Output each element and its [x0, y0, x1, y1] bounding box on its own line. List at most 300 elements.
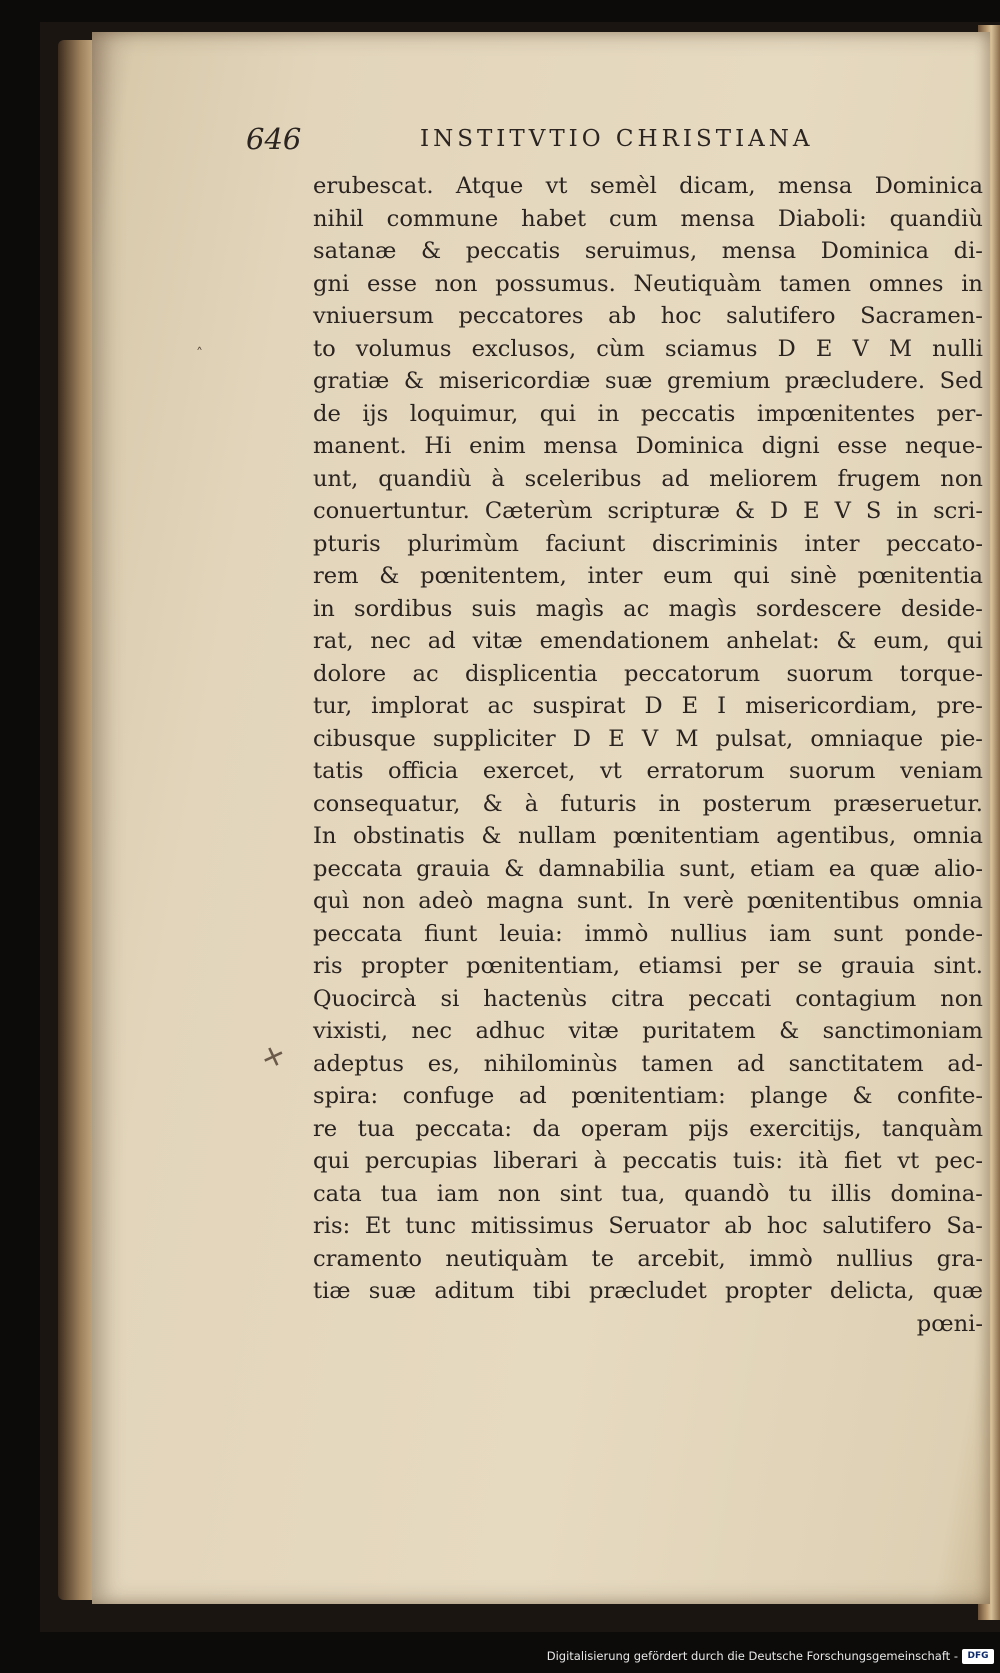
word: neque-: [904, 433, 983, 459]
margin-annotation-mark: ✕: [257, 1040, 289, 1076]
word: gra-: [936, 1245, 983, 1272]
word: illis: [831, 1180, 872, 1207]
word: sunt: [833, 920, 883, 947]
word: ac: [487, 693, 514, 719]
word: semèl: [589, 173, 657, 199]
text-line: [313, 1178, 983, 1211]
word: &: [734, 498, 756, 524]
word: pœnitentiam,: [466, 953, 621, 979]
word: sunt,: [679, 855, 737, 882]
text-line: [313, 235, 983, 268]
word: in: [961, 270, 983, 297]
word: contagium: [795, 985, 917, 1012]
word: &: [504, 855, 525, 882]
word: V: [834, 498, 851, 524]
word: à: [524, 790, 539, 817]
word: ità: [798, 1148, 829, 1174]
word: exercitijs,: [749, 1115, 862, 1142]
word: mensa: [543, 433, 618, 459]
word: dolore: [313, 660, 387, 687]
word: nihilominùs: [483, 1050, 618, 1077]
word: magìs: [535, 595, 604, 622]
word: tanquàm: [881, 1115, 983, 1142]
word: consequatur,: [313, 790, 461, 817]
word: S: [865, 498, 882, 524]
word: quandiù: [378, 465, 472, 492]
word: digni: [761, 433, 820, 459]
word: tamen: [779, 270, 852, 297]
word: in: [313, 595, 335, 622]
word: confuge: [402, 1083, 495, 1109]
word: Dominica: [635, 433, 744, 459]
word: pœnitentibus: [747, 888, 900, 914]
word: præcludere.: [784, 368, 926, 394]
word: immò: [584, 920, 649, 947]
text-line: [313, 398, 983, 431]
word: aditum: [434, 1278, 515, 1304]
word: re: [313, 1115, 338, 1142]
word: agentibus,: [776, 823, 897, 849]
word: &: [421, 238, 442, 264]
word: quandiù: [889, 205, 983, 232]
word: salutifero: [726, 303, 836, 329]
word: qui: [313, 1148, 350, 1174]
word: &: [379, 563, 400, 589]
word: misericordiæ: [438, 368, 591, 394]
word: ris: [313, 953, 343, 979]
word: D: [572, 725, 591, 752]
word: &: [779, 1018, 800, 1044]
word: ijs: [362, 400, 389, 427]
word: nulli: [932, 335, 983, 362]
word: ad-: [947, 1050, 983, 1077]
word: meliorem: [709, 465, 818, 492]
word: tamen: [641, 1050, 714, 1077]
word: nullam: [518, 823, 597, 849]
word: præseruetur.: [833, 790, 983, 817]
word: puritatem: [642, 1018, 756, 1044]
text-line: [313, 1080, 983, 1113]
word: tunc: [405, 1213, 457, 1239]
word: damnabilia: [538, 855, 666, 882]
word: torque-: [899, 660, 983, 687]
word: ab: [724, 1213, 753, 1239]
word: gratiæ: [313, 368, 390, 394]
word: sordescere: [755, 595, 882, 622]
word: ad: [736, 1050, 765, 1077]
word: hoc: [766, 1213, 808, 1239]
text-line: [313, 495, 983, 528]
word: M: [675, 725, 699, 752]
word: da: [532, 1115, 561, 1142]
word: mensa: [721, 238, 797, 264]
word: cibusque: [313, 725, 416, 752]
word: discriminis: [651, 530, 778, 557]
word: tiæ: [313, 1278, 351, 1304]
word: inter: [587, 563, 643, 589]
word: peccatores: [458, 303, 584, 329]
word: plurimùm: [407, 530, 519, 557]
word: E: [815, 335, 833, 362]
word: arcebit,: [637, 1245, 726, 1272]
word: operam: [580, 1115, 669, 1142]
word: in: [896, 498, 919, 524]
word: Quocircà: [313, 985, 417, 1012]
word: V: [641, 725, 659, 752]
text-line: [313, 268, 983, 301]
word: misericordiam,: [745, 693, 918, 719]
word: vt: [600, 758, 622, 784]
word: pie-: [940, 725, 983, 752]
word: tibi: [532, 1278, 571, 1304]
word: Sacramen-: [860, 303, 983, 329]
digitization-footer: [0, 1637, 1000, 1673]
word: displicentia: [465, 660, 598, 687]
word: deside-: [900, 595, 983, 622]
word: E: [608, 725, 625, 752]
word: impœnitentes: [756, 400, 916, 427]
word: volumus: [355, 335, 452, 362]
text-line: [313, 1275, 983, 1308]
word: non: [497, 1180, 541, 1207]
word: officia: [388, 758, 459, 784]
word: unt,: [313, 465, 359, 492]
word: sciamus: [665, 335, 758, 362]
word: magìs: [668, 595, 737, 622]
word: vniuersum: [313, 303, 434, 329]
word: ponde-: [904, 920, 983, 947]
word: habet: [521, 205, 587, 232]
word: sordibus: [354, 595, 453, 622]
word: omnia: [912, 888, 983, 914]
word: vt: [897, 1148, 920, 1174]
dfg-logo: DFG: [962, 1649, 994, 1664]
word: sint.: [933, 953, 983, 979]
word: à: [593, 1148, 607, 1174]
word: quæ: [932, 1278, 983, 1304]
text-line: [313, 950, 983, 983]
word: ris:: [313, 1213, 351, 1239]
word: eum: [663, 563, 713, 589]
word: frugem: [837, 465, 921, 492]
word: in: [597, 400, 620, 427]
word: pulsat,: [715, 725, 794, 752]
word: propter: [725, 1278, 812, 1304]
word: tu: [788, 1180, 813, 1207]
word: seruimus,: [584, 238, 698, 264]
text-line: [313, 170, 983, 203]
word: grauia: [840, 953, 915, 979]
text-line: [313, 885, 983, 918]
word: citra: [611, 985, 665, 1012]
word: suis: [471, 595, 517, 622]
word: plange: [750, 1083, 828, 1109]
text-line: [313, 723, 983, 756]
text-line: [313, 365, 983, 398]
word: ab: [608, 303, 637, 329]
word: erratorum: [646, 758, 765, 784]
text-line: [313, 463, 983, 496]
word: Et: [364, 1213, 391, 1239]
word: Sed: [939, 368, 983, 394]
word: grauia: [416, 855, 491, 882]
word: suorum: [786, 660, 874, 687]
text-line: [313, 658, 983, 691]
word: quæ: [869, 855, 920, 882]
word: veniam: [900, 758, 983, 784]
word: faciunt: [545, 530, 626, 557]
word: Dominica: [874, 173, 983, 199]
word: ad: [427, 628, 456, 654]
word: esse: [367, 270, 417, 297]
word: M: [888, 335, 913, 362]
word: se: [797, 953, 823, 979]
word: posterum: [702, 790, 812, 817]
text-line: [313, 788, 983, 821]
word: &: [482, 790, 503, 817]
word: tur,: [313, 693, 353, 719]
word: loquimur,: [409, 400, 519, 427]
word: tua,: [621, 1180, 666, 1207]
word: quì: [313, 888, 350, 914]
text-line: [313, 1048, 983, 1081]
word: leuia:: [499, 920, 563, 947]
text-line: [313, 755, 983, 788]
word: di-: [953, 238, 983, 264]
word: iam: [769, 920, 812, 947]
word: vitæ: [568, 1018, 619, 1044]
word: Atque: [455, 173, 524, 199]
word: cramento: [313, 1245, 422, 1272]
word: hoc: [660, 303, 702, 329]
word: &: [836, 628, 857, 654]
word: nec: [370, 628, 411, 654]
word: propter: [361, 953, 448, 979]
word: etiamsi: [638, 953, 722, 979]
word: non: [434, 270, 478, 297]
word: exercet,: [482, 758, 576, 784]
word: si: [440, 985, 460, 1012]
word: magna: [486, 888, 564, 914]
word: suæ: [604, 368, 653, 394]
word: nullius: [836, 1245, 914, 1272]
word: Cæterùm: [484, 498, 593, 524]
word: delicta,: [829, 1278, 915, 1304]
word: ad: [518, 1083, 547, 1109]
word: hactenùs: [483, 985, 588, 1012]
text-line: [313, 983, 983, 1016]
word: suspirat: [532, 693, 626, 719]
margin-mark: ˄: [196, 346, 203, 362]
word: in: [658, 790, 681, 817]
word: scripturæ: [607, 498, 720, 524]
text-line: [313, 300, 983, 333]
word: &: [481, 823, 502, 849]
word: scri-: [933, 498, 983, 524]
text-line: [313, 853, 983, 886]
text-line: [313, 593, 983, 626]
word: suæ: [368, 1278, 417, 1304]
text-line: [313, 1243, 983, 1276]
word: sceleribus: [524, 465, 642, 492]
text-line: [313, 430, 983, 463]
word: Diaboli:: [777, 205, 867, 232]
word: gremium: [667, 368, 771, 394]
word: sinè: [790, 563, 837, 589]
word: V: [852, 335, 869, 362]
text-line: [313, 333, 983, 366]
word: possumus.: [495, 270, 616, 297]
text-line: [313, 1210, 983, 1243]
word: præcludet: [588, 1278, 707, 1304]
word: peccata:: [415, 1115, 512, 1142]
word: peccati: [688, 985, 772, 1012]
word: confite-: [897, 1083, 983, 1109]
word: sunt.: [576, 888, 634, 914]
word: emendationem: [539, 628, 710, 654]
word: non: [940, 985, 983, 1012]
word: mensa: [777, 173, 853, 199]
running-head: INSTITVTIO CHRISTIANA: [420, 126, 814, 152]
word: qui: [539, 400, 577, 427]
word: pturis: [313, 530, 381, 557]
word: conuertuntur.: [313, 498, 470, 524]
word: sanctimoniam: [822, 1018, 983, 1044]
word: immò: [749, 1245, 813, 1272]
word: pœnitentia: [857, 563, 983, 589]
word: ac: [623, 595, 650, 622]
word: implorat: [371, 693, 469, 719]
word: per: [740, 953, 780, 979]
word: de: [313, 400, 341, 427]
word: etiam: [750, 855, 815, 882]
word: omnia: [912, 823, 983, 849]
text-line: [313, 625, 983, 658]
word: nec: [411, 1018, 453, 1044]
text-line: [313, 918, 983, 951]
word: tua: [357, 1115, 395, 1142]
word: obstinatis: [352, 823, 465, 849]
word: erubescat.: [313, 173, 434, 199]
word: neutiquàm: [445, 1245, 569, 1272]
word: dicam,: [679, 173, 756, 199]
word: exclusos,: [471, 335, 577, 362]
word: adeptus: [313, 1050, 404, 1077]
word: pre-: [936, 693, 983, 719]
page-header: [246, 122, 846, 162]
word: spira:: [313, 1083, 379, 1109]
word: to: [313, 335, 336, 362]
word: qui: [733, 563, 770, 589]
word: In: [646, 888, 671, 914]
word: fiunt: [424, 920, 478, 947]
word: es,: [427, 1050, 460, 1077]
word: te: [591, 1245, 614, 1272]
text-line: [313, 1145, 983, 1178]
word: omniaque: [810, 725, 924, 752]
word: alio-: [933, 855, 983, 882]
word: Sa-: [946, 1213, 983, 1239]
word: E: [803, 498, 820, 524]
word: E: [681, 693, 699, 719]
word: pec-: [934, 1148, 983, 1174]
word: non: [940, 465, 983, 492]
word: anhelat:: [726, 628, 820, 654]
word: D: [644, 693, 663, 719]
word: pijs: [688, 1115, 729, 1142]
word: cum: [608, 205, 658, 232]
word: vt: [545, 173, 568, 199]
word: peccatorum: [624, 660, 761, 687]
word: suorum: [788, 758, 876, 784]
text-line: [313, 560, 983, 593]
word: tuis:: [732, 1148, 783, 1174]
word: Hi: [424, 433, 452, 459]
word: adhuc: [475, 1018, 546, 1044]
word: In: [313, 823, 337, 849]
word: quandò: [684, 1180, 770, 1207]
word: iam: [436, 1180, 479, 1207]
word: adeò: [418, 888, 474, 914]
text-line: [313, 1113, 983, 1146]
word: Seruator: [608, 1213, 710, 1239]
word: tua: [380, 1180, 418, 1207]
word: pœnitentem,: [420, 563, 567, 589]
word: enim: [469, 433, 526, 459]
word: qui: [946, 628, 983, 654]
word: Dominica: [820, 238, 930, 264]
word: mitissimus: [470, 1213, 594, 1239]
word: vixisti,: [313, 1018, 389, 1044]
text-line: [313, 820, 983, 853]
word: satanæ: [313, 238, 397, 264]
word: peccatis: [622, 1148, 718, 1174]
word: peccatis: [465, 238, 561, 264]
word: mensa: [680, 205, 755, 232]
word: non: [362, 888, 406, 914]
word: &: [852, 1083, 873, 1109]
word: fiet: [844, 1148, 882, 1174]
word: cùm: [596, 335, 645, 362]
word: vitæ: [472, 628, 523, 654]
word: peccata: [313, 920, 403, 947]
word: manent.: [313, 433, 407, 459]
word: I: [717, 693, 727, 719]
text-line: [313, 528, 983, 561]
word: sanctitatem: [788, 1050, 924, 1077]
word: peccatis: [640, 400, 736, 427]
word: tatis: [313, 758, 364, 784]
word: Neutiquàm: [633, 270, 762, 297]
word: ea: [828, 855, 856, 882]
word: peccata: [313, 855, 403, 882]
text-line: [313, 203, 983, 236]
word: per-: [936, 400, 983, 427]
word: eum,: [873, 628, 930, 654]
word: ad: [661, 465, 690, 492]
word: &: [403, 368, 425, 394]
word: sint: [559, 1180, 603, 1207]
word: commune: [386, 205, 499, 232]
catchword-text: pœni-: [916, 1310, 983, 1337]
word: esse: [837, 433, 888, 459]
word: pœnitentiam: [612, 823, 760, 849]
word: ac: [412, 660, 439, 687]
word: liberari: [493, 1148, 578, 1174]
word: à: [491, 465, 505, 492]
page-number: 646: [246, 122, 302, 156]
word: cata: [313, 1180, 362, 1207]
